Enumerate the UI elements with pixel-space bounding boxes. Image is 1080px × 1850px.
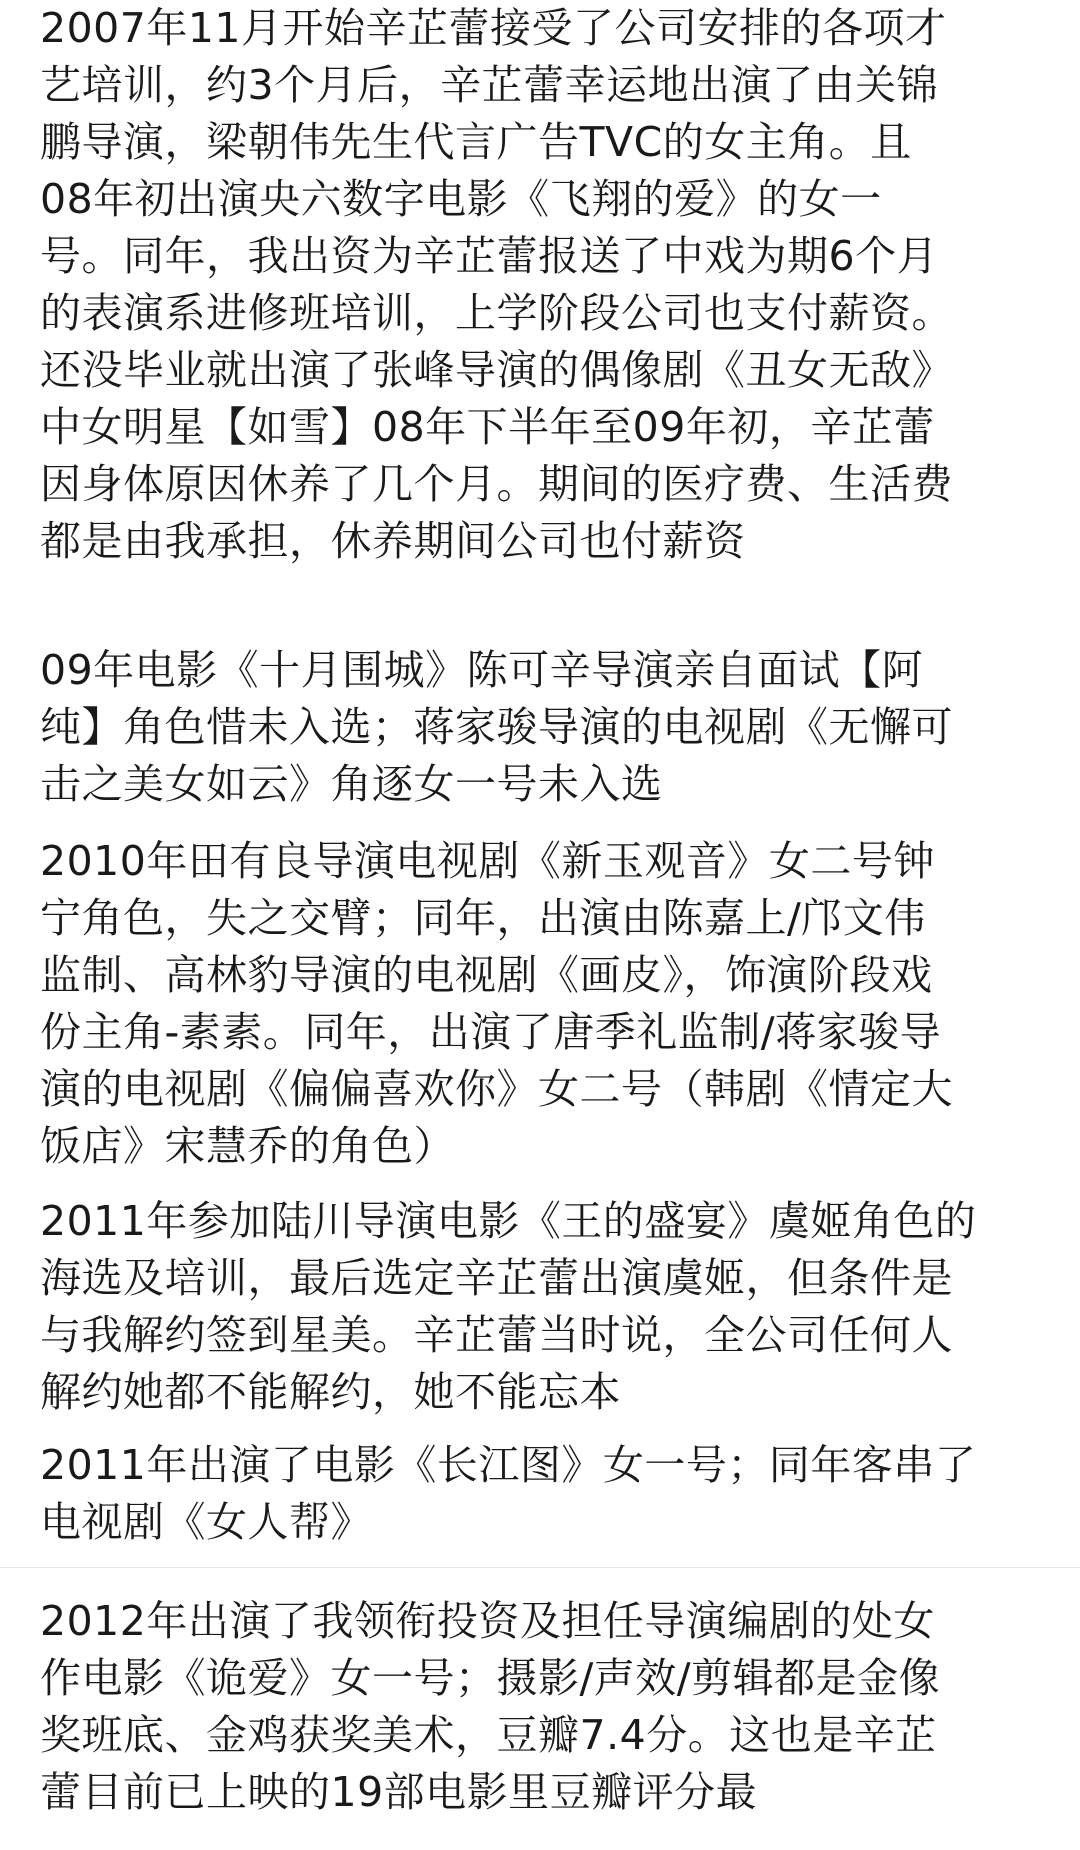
- text-line: 电视剧《女人帮》: [40, 1498, 372, 1546]
- text-line: 09年电影《十月围城》陈可辛导演亲自面试【阿: [40, 646, 924, 694]
- text-line: 08年初出演央六数字电影《飞翔的爱》的女一: [40, 175, 882, 223]
- paragraph-divider: [0, 1567, 1080, 1568]
- text-line: 2011年参加陆川导演电影《王的盛宴》虞姬角色的: [40, 1197, 977, 1245]
- text-line: 奖班底、金鸡获奖美术，豆瓣7.4分。这也是辛芷: [40, 1711, 937, 1759]
- text-line: 演的电视剧《偏偏喜欢你》女二号（韩剧《情定大: [40, 1065, 953, 1113]
- paragraph-2009: [40, 642, 1050, 813]
- paragraph-2011-yangtze: [40, 1437, 1050, 1551]
- text-line: 蕾目前已上映的19部电影里豆瓣评分最: [40, 1768, 758, 1816]
- paragraph-2007: [40, 0, 1050, 570]
- text-line: 击之美女如云》角逐女一号未入选: [40, 760, 663, 808]
- paragraph-2010: [40, 833, 1050, 1175]
- text-line: 宁角色，失之交臂；同年，出演由陈嘉上/邝文伟: [40, 894, 926, 942]
- text-line: 号。同年，我出资为辛芷蕾报送了中戏为期6个月: [40, 232, 939, 280]
- truncation-fade-bottom: [0, 1816, 1080, 1850]
- text-line: 份主角-素素。同年，出演了唐季礼监制/蒋家骏导: [40, 1008, 942, 1056]
- text-line: 还没毕业就出演了张峰导演的偶像剧《丑女无敌》: [40, 346, 953, 394]
- text-line: 因身体原因休养了几个月。期间的医疗费、生活费: [40, 460, 953, 508]
- text-line: 解约她都不能解约，她不能忘本: [40, 1368, 621, 1416]
- text-line: 与我解约签到星美。辛芷蕾当时说，全公司任何人: [40, 1311, 953, 1359]
- text-line: 作电影《诡爱》女一号；摄影/声效/剪辑都是金像: [40, 1654, 941, 1702]
- text-line: 2010年田有良导演电视剧《新玉观音》女二号钟: [40, 837, 935, 885]
- text-line: 2012年出演了我领衔投资及担任导演编剧的处女: [40, 1597, 935, 1645]
- text-line: 中女明星【如雪】08年下半年至09年初，辛芷蕾: [40, 403, 935, 451]
- text-line: 2007年11月开始辛芷蕾接受了公司安排的各项才: [40, 4, 947, 52]
- text-line: 都是由我承担，休养期间公司也付薪资: [40, 517, 746, 565]
- paragraph-2012: [40, 1593, 1050, 1821]
- text-line: 的表演系进修班培训，上学阶段公司也支付薪资。: [40, 289, 953, 337]
- text-line: 饭店》宋慧乔的角色）: [40, 1122, 455, 1170]
- text-line: 2011年出演了电影《长江图》女一号；同年客串了: [40, 1441, 977, 1489]
- paragraph-2011-banquet: [40, 1193, 1050, 1421]
- text-line: 海选及培训，最后选定辛芷蕾出演虞姬，但条件是: [40, 1254, 953, 1302]
- text-line: 鹏导演，梁朝伟先生代言广告TVC的女主角。且: [40, 118, 912, 166]
- text-line: 纯】角色惜未入选；蒋家骏导演的电视剧《无懈可: [40, 703, 953, 751]
- text-line: 监制、高林豹导演的电视剧《画皮》，饰演阶段戏: [40, 951, 933, 999]
- text-line: 艺培训，约3个月后，辛芷蕾幸运地出演了由关锦: [40, 61, 939, 109]
